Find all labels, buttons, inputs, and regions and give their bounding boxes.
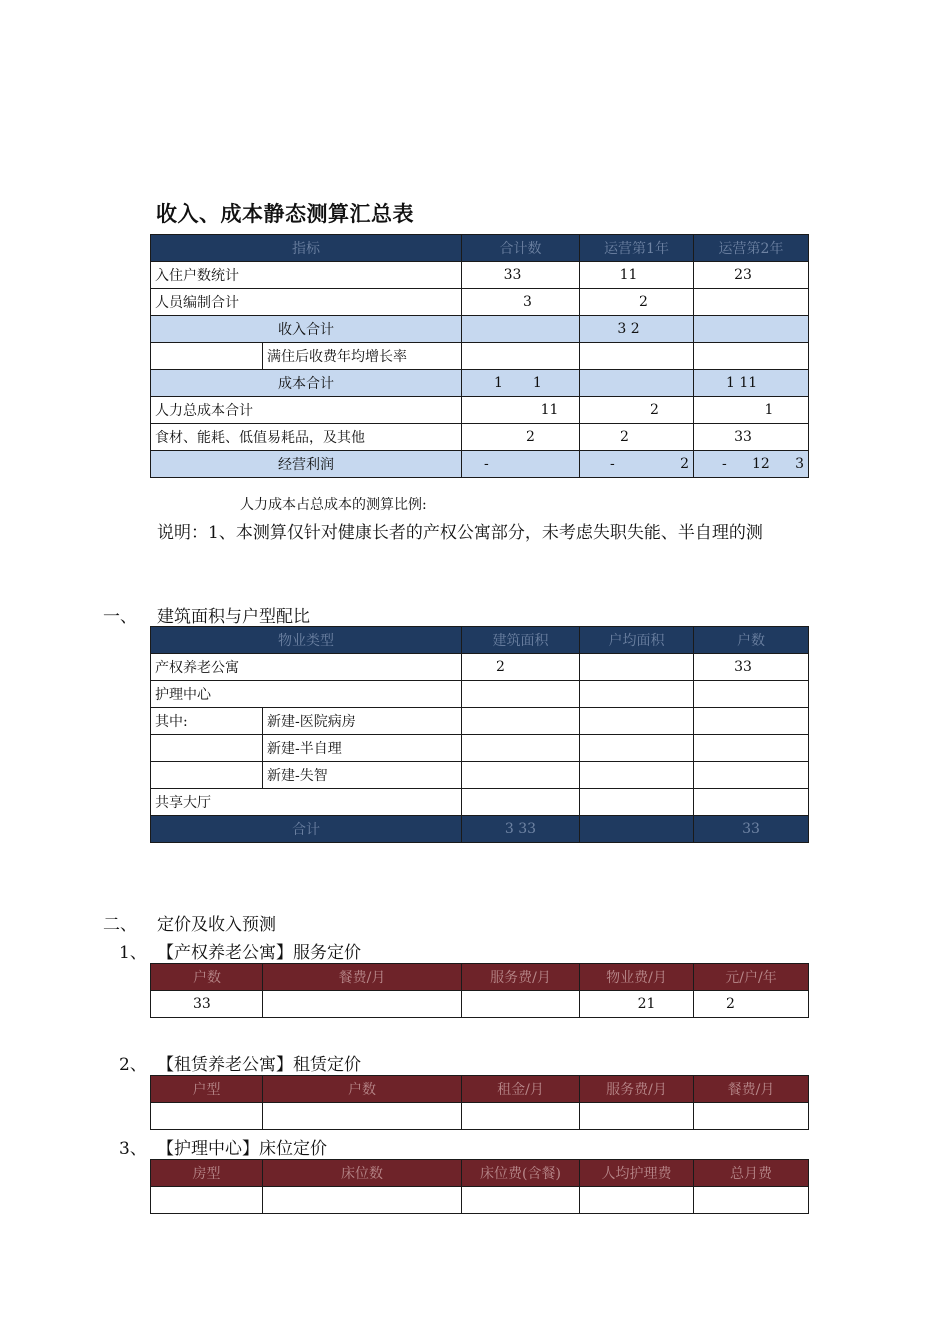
bed-pricing-row [151,1187,809,1214]
bed-cell-4 [580,1187,694,1214]
bed-cell-1 [151,1187,263,1214]
pricing-property-fee: 21 [580,991,694,1018]
semi-blank [151,735,263,762]
explanation-text: 说明：1、本测算仅针对健康长者的产权公寓部分，未考虑失职失能、半自理的测 [157,523,763,543]
bed-cell-3 [462,1187,580,1214]
header-property-type: 物业类型 [151,627,462,654]
header-total: 合计数 [462,235,580,262]
growth-y2 [694,343,809,370]
apartment-pricing-row [151,991,809,1018]
nursing-count [694,681,809,708]
header-room-type: 房型 [151,1160,263,1187]
nursing-avg [580,681,694,708]
label-staff: 人员编制合计 [151,289,462,316]
hospital-avg [580,708,694,735]
rental-cell-2 [263,1103,462,1130]
header-indicator: 指标 [151,235,462,262]
cost-total-a: 1 [494,375,503,391]
sub2-number: 2、 [119,1055,147,1075]
header-rental-count: 户数 [263,1076,462,1103]
apartment-pricing-header [151,964,809,991]
households-total: 33 [462,262,580,289]
rental-cell-5 [694,1103,809,1130]
pricing-service-fee [462,991,580,1018]
semi-area [462,735,580,762]
header-unit-count: 户数 [694,627,809,654]
header-meal-fee: 餐费/月 [263,964,462,991]
materials-y2: 33 [694,424,809,451]
staff-total: 3 [462,289,580,316]
bed-pricing-table [150,1159,809,1214]
sub1-number: 1、 [119,943,147,963]
labor-y2: 1 [694,397,809,424]
area-total-avg [580,816,694,843]
row-of-which [151,708,809,735]
hall-avg [580,789,694,816]
header-bed-fee: 床位费(含餐) [462,1160,580,1187]
apartment-pricing-table [150,963,809,1018]
staff-y2 [694,289,809,316]
section1-title: 建筑面积与户型配比 [157,607,310,627]
profit-y2 [694,451,809,478]
area-header-row [151,627,809,654]
label-nursing: 护理中心 [151,681,462,708]
hall-count [694,789,809,816]
label-profit: 经营利润 [151,451,462,478]
apartment-count: 33 [694,654,809,681]
header-bed-count: 床位数 [263,1160,462,1187]
label-income: 收入合计 [151,316,462,343]
rental-cell-4 [580,1103,694,1130]
row-income [151,316,809,343]
profit-y1 [580,451,694,478]
materials-y1: 2 [580,424,694,451]
row-materials [151,424,809,451]
bed-cell-5 [694,1187,809,1214]
households-y2: 23 [694,262,809,289]
header-service-fee: 服务费/月 [462,964,580,991]
header-year2: 运营第2年 [694,235,809,262]
sub3-title: 【护理中心】床位定价 [157,1139,327,1159]
header-households: 户数 [151,964,263,991]
header-building-area: 建筑面积 [462,627,580,654]
row-semi-care [151,735,809,762]
cost-total-b: 1 [532,375,542,391]
semi-count [694,735,809,762]
count-total: 33 [694,816,809,843]
label-semi-care: 新建-半自理 [263,735,462,762]
row-dementia [151,762,809,789]
pricing-households: 33 [151,991,263,1018]
area-table [150,626,809,843]
income-y2 [694,316,809,343]
households-y1: 11 [580,262,694,289]
growth-y1 [580,343,694,370]
hospital-area [462,708,580,735]
label-dementia: 新建-失智 [263,762,462,789]
apartment-area: 2 [462,654,580,681]
row-staff [151,289,809,316]
header-total-monthly: 总月费 [694,1160,809,1187]
hospital-count [694,708,809,735]
page-title: 收入、成本静态测算汇总表 [156,202,414,226]
profit-y1-b: 2 [680,456,689,472]
labor-y1: 2 [580,397,694,424]
label-households: 入住户数统计 [151,262,462,289]
rental-pricing-table [150,1075,809,1130]
pricing-yuan-per-year: 2 [694,991,809,1018]
section2-title: 定价及收入预测 [157,915,276,935]
label-materials: 食材、能耗、低值易耗品，及其他 [151,424,462,451]
header-care-fee: 人均护理费 [580,1160,694,1187]
growth-blank [151,343,263,370]
row-nursing [151,681,809,708]
sub1-title: 【产权养老公寓】服务定价 [157,943,361,963]
materials-total: 2 [462,424,580,451]
section2-number: 二、 [103,915,137,935]
sub3-number: 3、 [119,1139,147,1159]
summary-header-row [151,235,809,262]
dementia-avg [580,762,694,789]
section1-number: 一、 [103,607,137,627]
row-growth [151,343,809,370]
rental-pricing-row [151,1103,809,1130]
header-property-fee: 物业费/月 [580,964,694,991]
header-unit-type: 户型 [151,1076,263,1103]
rental-pricing-header [151,1076,809,1103]
header-year1: 运营第1年 [580,235,694,262]
cost-total [462,370,580,397]
header-rental-service-fee: 服务费/月 [580,1076,694,1103]
labor-total: 11 [462,397,580,424]
dementia-blank [151,762,263,789]
dementia-area [462,762,580,789]
header-rent: 租金/月 [462,1076,580,1103]
header-rental-meal-fee: 餐费/月 [694,1076,809,1103]
summary-table [150,234,809,478]
rental-cell-1 [151,1103,263,1130]
growth-total [462,343,580,370]
profit-y1-a: - [610,456,615,472]
bed-cell-2 [263,1187,462,1214]
profit-y2-a: - [722,456,727,472]
pricing-meal-fee [263,991,462,1018]
income-total [462,316,580,343]
row-cost [151,370,809,397]
label-area-total: 合计 [151,816,462,843]
cost-y2: 1 11 [694,370,809,397]
header-avg-area: 户均面积 [580,627,694,654]
label-hospital-ward: 新建-医院病房 [263,708,462,735]
semi-avg [580,735,694,762]
row-labor [151,397,809,424]
rental-cell-3 [462,1103,580,1130]
income-y1: 3 2 [580,316,694,343]
profit-total: - [462,451,580,478]
label-cost: 成本合计 [151,370,462,397]
label-hall: 共享大厅 [151,789,462,816]
label-apartment: 产权养老公寓 [151,654,462,681]
profit-y2-b: 12 [751,456,770,472]
row-profit [151,451,809,478]
row-households [151,262,809,289]
row-area-total [151,816,809,843]
sub2-title: 【租赁养老公寓】租赁定价 [157,1055,361,1075]
labor-ratio-note: 人力成本占总成本的测算比例: [240,497,427,513]
area-total: 3 33 [462,816,580,843]
dementia-count [694,762,809,789]
nursing-area [462,681,580,708]
row-hall [151,789,809,816]
profit-y2-c: 3 [795,456,804,472]
apartment-avg [580,654,694,681]
label-of-which: 其中: [151,708,263,735]
cost-y1 [580,370,694,397]
label-labor: 人力总成本合计 [151,397,462,424]
hall-area [462,789,580,816]
header-yuan-per-year: 元/户/年 [694,964,809,991]
staff-y1: 2 [580,289,694,316]
label-growth: 满住后收费年均增长率 [263,343,462,370]
row-apartment [151,654,809,681]
bed-pricing-header [151,1160,809,1187]
